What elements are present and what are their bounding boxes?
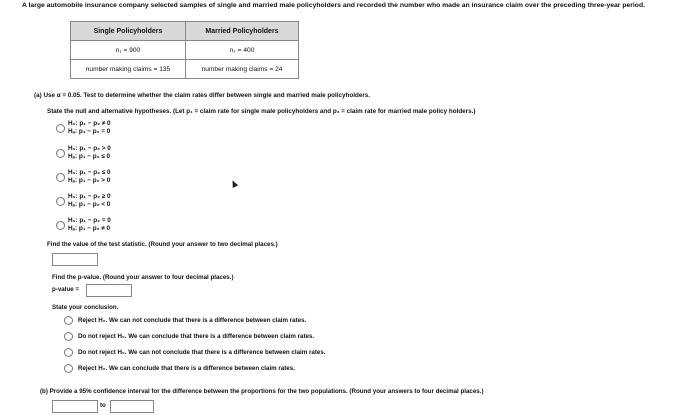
conclusion-text: Do not reject H₀. We can conclude that there is a difference between claim rates.	[78, 333, 315, 341]
pvalue-input[interactable]	[86, 284, 132, 297]
table-header-row	[71, 22, 299, 41]
hypothesis-option-5[interactable]	[56, 217, 111, 233]
radio-button[interactable]	[56, 221, 65, 230]
conclusion-option-1[interactable]	[64, 316, 306, 325]
claims2-cell: number making claims = 24	[186, 60, 299, 79]
h0-text: H₀: p₁ − p₂ ≠ 0	[68, 120, 111, 127]
n1-cell: n₁ = 900	[71, 41, 186, 60]
radio-button[interactable]	[64, 348, 73, 357]
conclusion-option-4[interactable]	[64, 364, 295, 373]
mouse-cursor-icon	[230, 179, 238, 188]
ha-text: Hₐ: p₁ − p₂ < 0	[68, 201, 111, 208]
pvalue-prompt: Find the p-value. (Round your answer to four decimal places.)	[52, 274, 234, 281]
ha-text: Hₐ: p₁ − p₂ ≤ 0	[68, 153, 111, 160]
radio-button[interactable]	[56, 149, 65, 158]
ci-lower-input[interactable]	[52, 400, 98, 413]
hypothesis-option-1[interactable]	[56, 120, 111, 136]
part-a-question: (a) Use α = 0.05. Test to determine whether the claim rates differ between single and married male policyholders.	[34, 92, 371, 99]
h0-text: H₀: p₁ − p₂ ≥ 0	[68, 193, 111, 200]
hypothesis-prompt: State the null and alternative hypotheses. (Let p₁ = claim rate for single male policyholders and p₂ = claim rate for married male policy holders.)	[47, 108, 476, 115]
pvalue-label: p-value =	[52, 286, 79, 293]
conclusion-option-2[interactable]	[64, 332, 314, 341]
radio-button[interactable]	[64, 332, 73, 341]
test-stat-input[interactable]	[52, 253, 98, 266]
h0-text: H₀: p₁ − p₂ ≤ 0	[68, 169, 111, 176]
part-b-question: (b) Provide a 95% confidence interval for the difference between the proportions for the two populations. (Round your answers to four decimal places.)	[40, 388, 484, 395]
hypothesis-option-4[interactable]	[56, 193, 111, 209]
claims1-cell: number making claims = 135	[71, 60, 186, 79]
hypothesis-option-3[interactable]	[56, 169, 111, 185]
radio-button[interactable]	[64, 316, 73, 325]
ci-upper-input[interactable]	[110, 400, 154, 413]
radio-button[interactable]	[56, 197, 65, 206]
table-row	[71, 60, 299, 79]
to-label: to	[100, 402, 106, 409]
h0-text: H₀: p₁ − p₂ > 0	[68, 145, 111, 152]
table-row	[71, 41, 299, 60]
conclusion-text: Do not reject H₀. We can not conclude that there is a difference between claim rates.	[78, 349, 326, 357]
radio-button[interactable]	[56, 124, 65, 133]
conclusion-text: Reject H₀. We can conclude that there is a difference between claim rates.	[78, 365, 295, 373]
n2-cell: n₂ = 400	[186, 41, 299, 60]
ha-text: Hₐ: p₁ − p₂ > 0	[68, 177, 111, 184]
policyholder-table	[70, 21, 299, 79]
radio-button[interactable]	[64, 364, 73, 373]
conclusion-prompt: State your conclusion.	[52, 304, 119, 311]
conclusion-text: Reject H₀. We can not conclude that there is a difference between claim rates.	[78, 317, 307, 325]
hypothesis-option-2[interactable]	[56, 145, 111, 161]
ha-text: Hₐ: p₁ − p₂ ≠ 0	[68, 225, 111, 232]
problem-intro: A large automobile insurance company selected samples of single and married male policyholders and recorded the number who made an insurance claim over the preceding three-year period.	[22, 2, 645, 9]
header-married: Married Policyholders	[186, 22, 299, 41]
test-stat-prompt: Find the value of the test statistic. (Round your answer to two decimal places.)	[47, 241, 278, 248]
header-single: Single Policyholders	[71, 22, 186, 41]
ha-text: Hₐ: p₁ − p₂ = 0	[68, 128, 111, 135]
conclusion-option-3[interactable]	[64, 348, 326, 357]
h0-text: H₀: p₁ − p₂ = 0	[68, 217, 111, 224]
radio-button[interactable]	[56, 173, 65, 182]
